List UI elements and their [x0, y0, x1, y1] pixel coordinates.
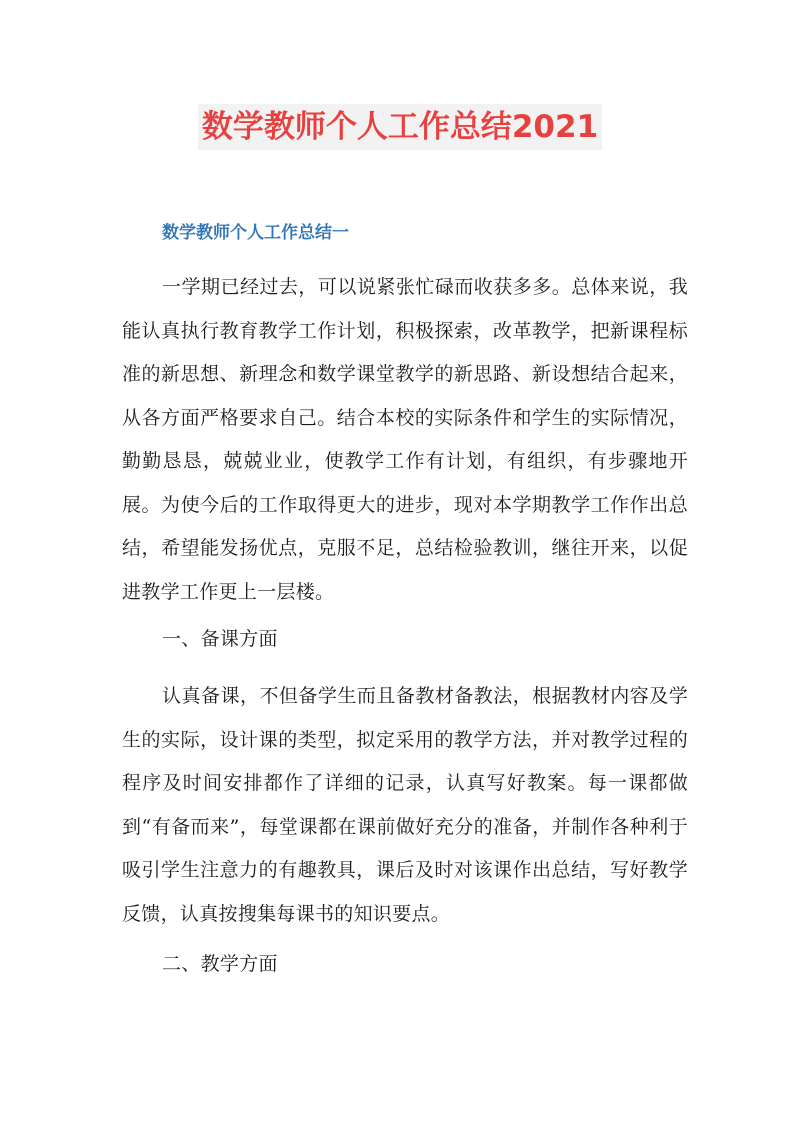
section-subtitle: 数学教师个人工作总结一 — [162, 223, 349, 243]
intro-paragraph: 一学期已经过去，可以说紧张忙碌而收获多多。总体来说，我能认真执行教育教学工作计划，积极探索，改革教学，把新课程标准的新思想、新理念和数学课堂教学的新思路、新设想结合起来，从各方面严格要求自己。结合本校的实际条件和学生的实际情况，勤勤恳恳，兢兢业业，使教学工作有计划，有组织，有步骤地开展。为使今后的工作取得更大的进步，现对本学期教学工作作出总结，希望能发扬优点，克服不足，总结检验教训，继往开来，以促进教学工作更上一层楼。 — [122, 276, 688, 603]
document-title: 数学教师个人工作总结2021 — [198, 104, 602, 150]
heading-teaching: 二、教学方面 — [162, 953, 278, 975]
title-container — [0, 104, 800, 150]
heading-lesson-preparation: 一、备课方面 — [162, 628, 278, 650]
lesson-preparation-paragraph: 认真备课，不但备学生而且备教材备教法，根据教材内容及学生的实际，设计课的类型，拟定采用的教学方法，并对教学过程的程序及时间安排都作了详细的记录，认真写好教案。每一课都做到“有备而来”，每堂课都在课前做好充分的准备，并制作各种利于吸引学生注意力的有趣教具，课后及时对该课作出总结，写好教学反馈，认真按搜集每课书的知识要点。 — [122, 685, 688, 925]
